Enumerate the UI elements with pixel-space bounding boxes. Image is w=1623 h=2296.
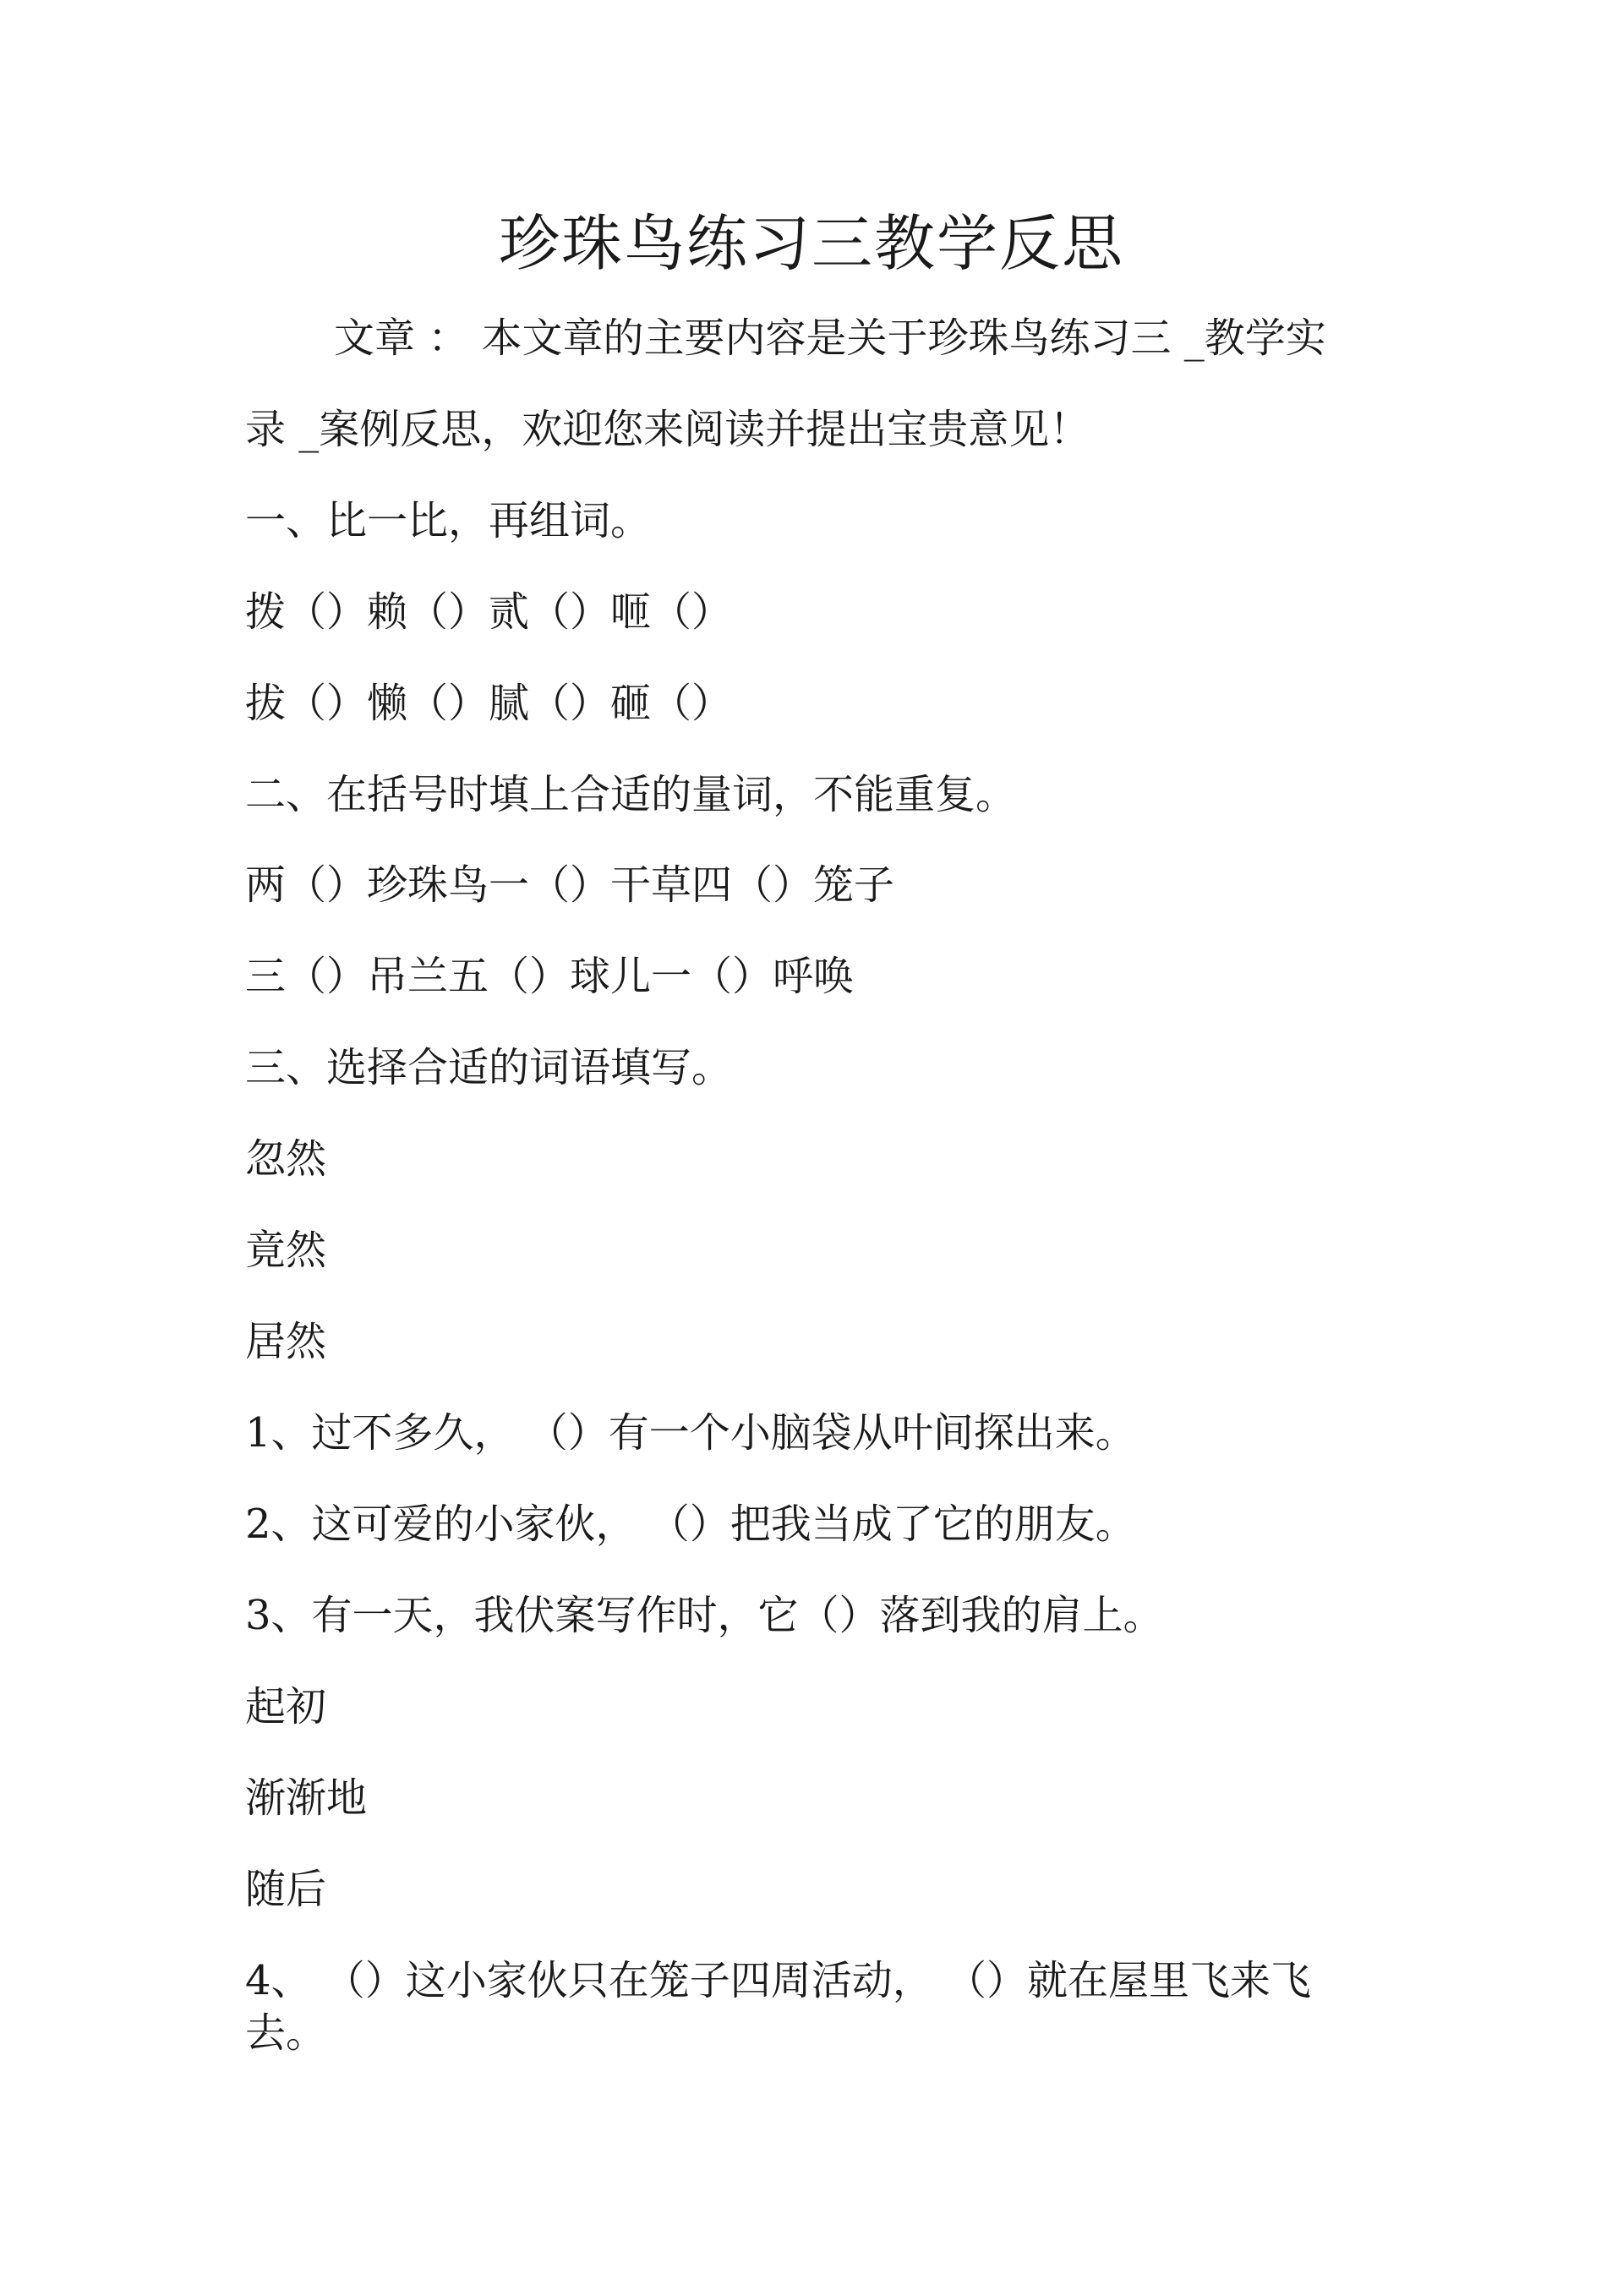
exercise-line: 三（）吊兰五（）球儿一（）呼唤 xyxy=(245,953,855,1000)
word-option: 渐渐地 xyxy=(245,1774,368,1822)
word-option: 忽然 xyxy=(245,1135,327,1183)
page-title: 珍珠鸟练习三教学反思 xyxy=(498,208,1124,279)
exercise-line: 两（）珍珠鸟一（）干草四（）笼子 xyxy=(245,861,895,909)
exercise-line-continued: 去。 xyxy=(245,2009,327,2057)
exercise-line: 4、 （）这小家伙只在笼子四周活动， （）就在屋里飞来飞 xyxy=(245,1957,1312,2004)
word-option: 随后 xyxy=(245,1866,327,1913)
intro-line-2: 录 _案例反思，欢迎您来阅读并提出宝贵意见！ xyxy=(245,406,1090,453)
exercise-line: 拔（）懒（）腻（）砸（） xyxy=(245,680,733,727)
word-option: 竟然 xyxy=(245,1227,327,1274)
exercise-line: 3、有一天，我伏案写作时，它（）落到我的肩上。 xyxy=(245,1592,1164,1639)
section-heading-3: 三、选择合适的词语填写。 xyxy=(245,1044,733,1091)
section-heading-2: 二、在括号时填上合适的量词，不能重复。 xyxy=(245,771,1017,818)
exercise-line: 2、这可爱的小家伙， （）把我当成了它的朋友。 xyxy=(245,1501,1136,1548)
section-heading-1: 一、比一比，再组词。 xyxy=(245,497,652,544)
word-option: 居然 xyxy=(245,1318,327,1365)
word-option: 起初 xyxy=(245,1683,327,1730)
intro-line-1: 文章 ： 本文章的主要内容是关于珍珠鸟练习三 _教学实 xyxy=(334,314,1326,362)
exercise-line: 拨（）赖（）贰（）咂（） xyxy=(245,588,733,636)
exercise-line: 1、过不多久， （）有一个小脑袋从叶间探出来。 xyxy=(245,1409,1136,1457)
